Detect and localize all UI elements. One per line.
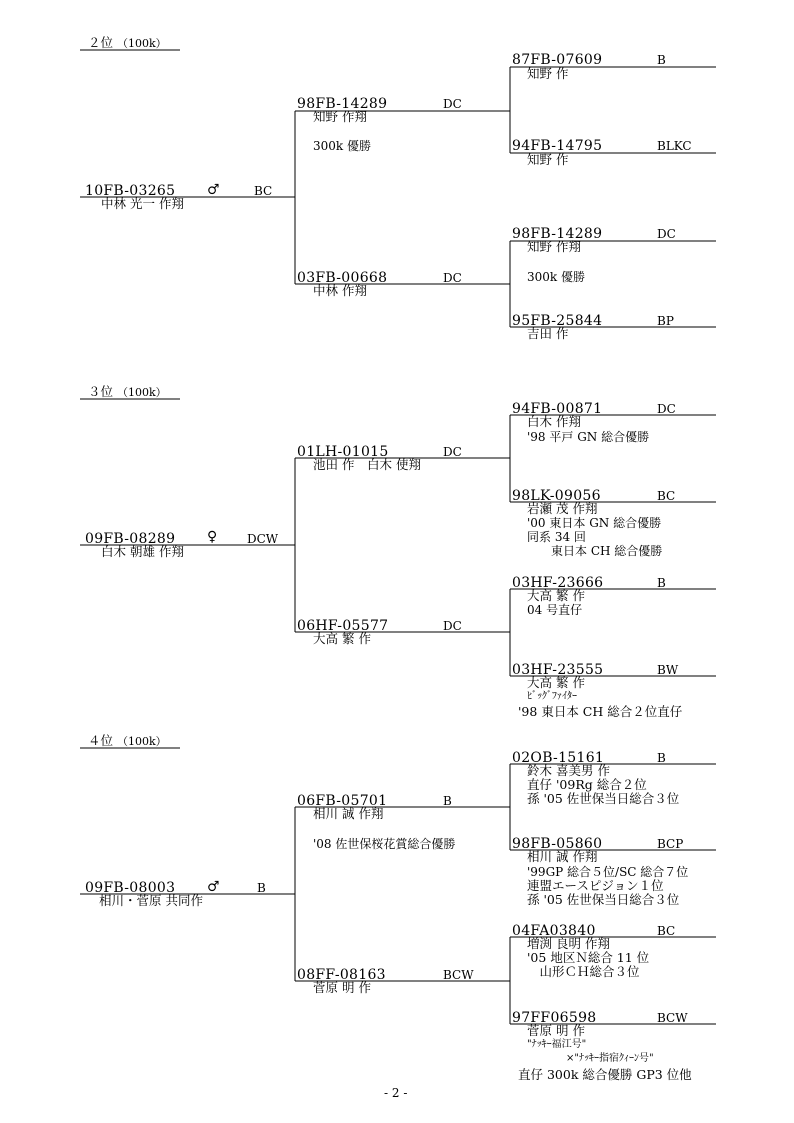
gp-line: 知野 作 xyxy=(527,66,569,81)
page-number: - 2 - xyxy=(384,1086,408,1100)
distance-label: （100k） xyxy=(117,735,167,748)
dam-id: 03FB-00668 xyxy=(297,270,388,286)
dam-owner: 中林 作翔 xyxy=(313,283,367,298)
bird-id: 09FB-08289 xyxy=(85,531,176,547)
gp-line: "ﾅｯｷｰ福江号" xyxy=(527,1039,587,1050)
gp-id: 98FB-05860 xyxy=(512,836,603,852)
gp-id: 95FB-25844 xyxy=(512,313,603,329)
gp-id: 94FB-00871 xyxy=(512,401,603,417)
sire-note: 300k 優勝 xyxy=(313,139,371,153)
gp-id: 02OB-15161 xyxy=(512,750,605,766)
distance-label: （100k） xyxy=(117,37,167,50)
gp-line: '98 東日本 CH 総合２位直仔 xyxy=(518,704,683,719)
gp-line: 300k 優勝 xyxy=(527,270,585,284)
gp-line: 東日本 CH 総合優勝 xyxy=(527,544,663,558)
dam-owner: 菅原 明 作 xyxy=(313,980,371,995)
gp-line: 大高 繁 作 xyxy=(527,675,585,690)
gp-id: 03HF-23555 xyxy=(512,662,604,678)
sire-owner: 池田 作 白木 使翔 xyxy=(313,457,421,472)
sire-owner: 相川 誠 作翔 xyxy=(313,806,384,821)
gp-id: 98LK-09056 xyxy=(512,488,601,504)
rank-label: ３位 xyxy=(88,384,114,399)
gp-id: 03HF-23666 xyxy=(512,575,604,591)
sire-color: B xyxy=(443,794,452,808)
gp-line: 孫 '05 佐世保当日総合３位 xyxy=(527,791,680,806)
sire-id: 98FB-14289 xyxy=(297,96,388,112)
gp-line: 相川 誠 作翔 xyxy=(527,849,598,864)
dam-color: BCW xyxy=(443,968,474,982)
sex-symbol: ♂ xyxy=(207,182,220,198)
bird-color: BC xyxy=(254,184,273,198)
bird-color: DCW xyxy=(247,532,279,546)
distance-label: （100k） xyxy=(117,386,167,399)
gp-line: 孫 '05 佐世保当日総合３位 xyxy=(527,892,680,907)
dam-color: DC xyxy=(443,619,462,633)
gp-line: ﾋﾞｯｸﾞﾌｧｲﾀｰ xyxy=(527,691,577,702)
sire-color: DC xyxy=(443,97,462,111)
bird-id: 10FB-03265 xyxy=(85,183,176,199)
sire-color: DC xyxy=(443,445,462,459)
gp-line: 白木 作翔 xyxy=(527,414,581,429)
bird-owner: 相川・菅原 共同作 xyxy=(99,893,203,908)
rank-label: ４位 xyxy=(88,733,114,748)
sire-id: 06FB-05701 xyxy=(297,793,388,809)
dam-id: 06HF-05577 xyxy=(297,618,389,634)
gp-line: 鈴木 喜美男 作 xyxy=(527,763,610,778)
gp-line: 同系 34 回 xyxy=(527,530,586,544)
gp-line: 直仔 '09Rg 総合２位 xyxy=(527,777,647,792)
gp-line: 連盟エースピジョン１位 xyxy=(527,878,664,893)
gp-line: '05 地区Ｎ総合 11 位 xyxy=(527,950,650,965)
dam-id: 08FF-08163 xyxy=(297,967,386,983)
section-header xyxy=(88,37,167,50)
gp-line: '99GP 総合５位/SC 総合７位 xyxy=(527,865,689,879)
gp-color: BC xyxy=(657,489,676,503)
sex-symbol: ♀ xyxy=(207,529,218,545)
gp-line: 知野 作 xyxy=(527,152,569,167)
bird-color: B xyxy=(257,881,266,895)
gp-id: 97FF06598 xyxy=(512,1010,597,1026)
gp-line: 岩瀬 茂 作翔 xyxy=(527,501,598,516)
gp-color: BP xyxy=(657,314,674,328)
gp-line: '98 平戸 GN 総合優勝 xyxy=(527,430,650,444)
gp-line: '00 東日本 GN 総合優勝 xyxy=(527,516,662,530)
rank-label: ２位 xyxy=(88,35,114,50)
sire-owner: 知野 作翔 xyxy=(313,109,367,124)
gp-color: DC xyxy=(657,227,676,241)
gp-line: 直仔 300k 総合優勝 GP3 位他 xyxy=(518,1067,692,1082)
gp-color: DC xyxy=(657,402,676,416)
gp-line: 04 号直仔 xyxy=(527,603,583,617)
gp-color: BC xyxy=(657,924,676,938)
sex-symbol: ♂ xyxy=(207,879,220,895)
gp-line: 山形ＣＨ総合３位 xyxy=(527,964,640,979)
gp-color: BLKC xyxy=(657,139,692,153)
bird-id: 09FB-08003 xyxy=(85,880,176,896)
gp-line: 知野 作翔 xyxy=(527,239,581,254)
section-header xyxy=(88,386,167,399)
bird-owner: 白木 朝雄 作翔 xyxy=(101,544,184,559)
gp-line: 菅原 明 作 xyxy=(527,1023,585,1038)
bird-owner: 中林 光一 作翔 xyxy=(101,196,184,211)
gp-color: BW xyxy=(657,663,679,677)
section-header xyxy=(88,735,167,748)
gp-id: 98FB-14289 xyxy=(512,226,603,242)
gp-line: 大高 繁 作 xyxy=(527,588,585,603)
gp-line: 吉田 作 xyxy=(527,326,569,341)
gp-color: B xyxy=(657,53,666,67)
gp-line: ×"ﾅｯｷｰ指宿ｸｨｰﾝ号" xyxy=(566,1053,654,1064)
dam-owner: 大高 繁 作 xyxy=(313,631,371,646)
gp-id: 87FB-07609 xyxy=(512,52,603,68)
gp-id: 04FA03840 xyxy=(512,923,596,939)
gp-color: B xyxy=(657,576,666,590)
gp-line: 増渕 良明 作翔 xyxy=(527,936,610,951)
dam-color: DC xyxy=(443,271,462,285)
gp-color: BCW xyxy=(657,1011,688,1025)
sire-note: '08 佐世保桜花賞総合優勝 xyxy=(313,837,456,851)
sire-id: 01LH-01015 xyxy=(297,444,389,460)
gp-color: BCP xyxy=(657,837,684,851)
gp-id: 94FB-14795 xyxy=(512,138,603,154)
gp-color: B xyxy=(657,751,666,765)
